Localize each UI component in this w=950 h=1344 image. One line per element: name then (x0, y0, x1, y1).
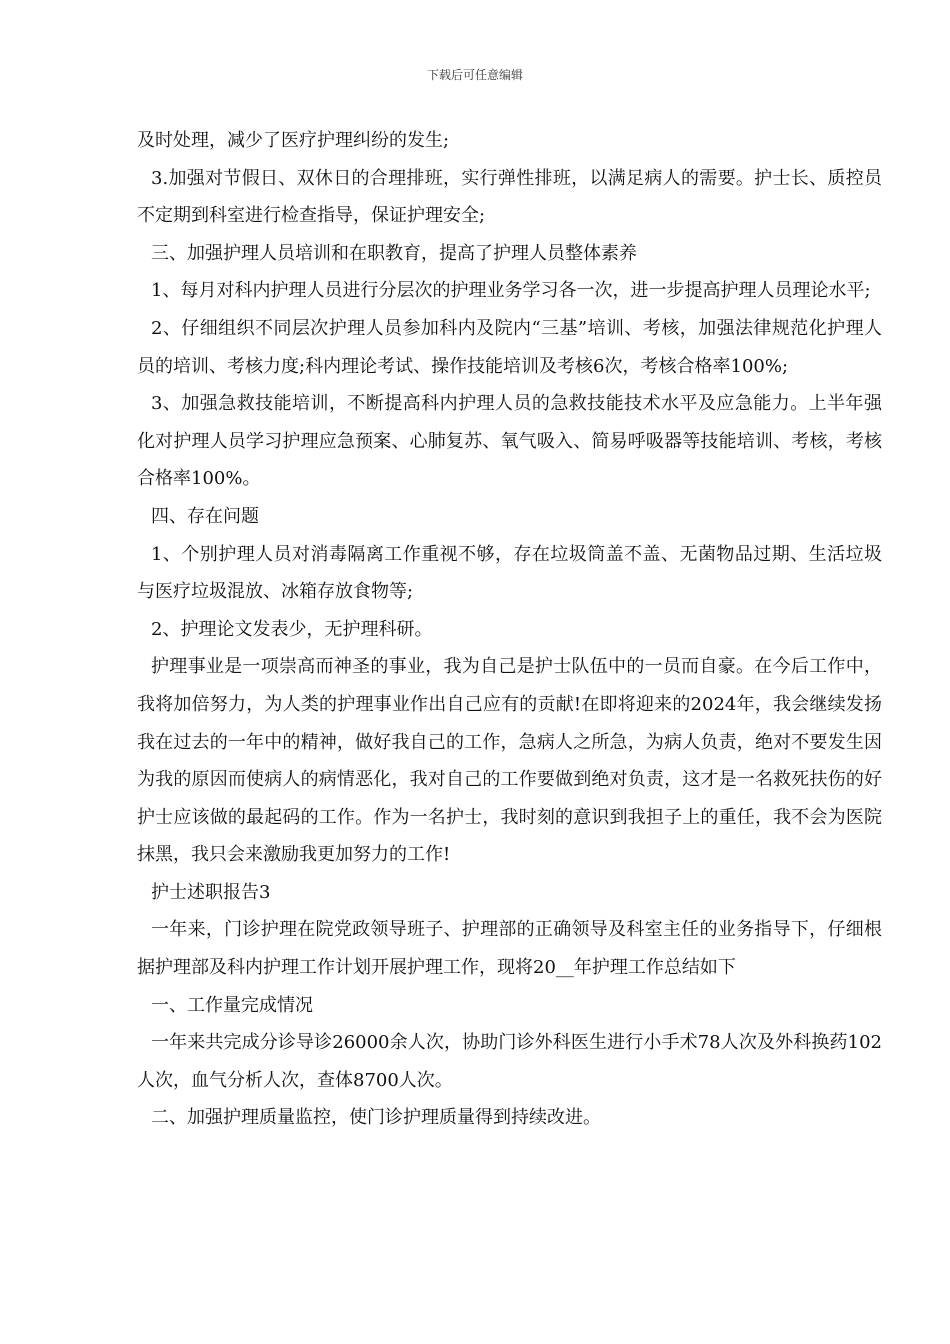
paragraph: 护理事业是一项崇高而神圣的事业，我为自己是护士队伍中的一员而自豪。在今后工作中，我将加倍努力，为人类的护理事业作出自己应有的贡献!在即将迎来的2024年，我会继续发扬我在过去的一年中的精神，做好我自己的工作，急病人之所急，为病人负责，绝对不要发生因为我的原因而使病人的病情恶化，我对自己的工作要做到绝对负责，这才是一名救死扶伤的好护士应该做的最起码的工作。作为一名护士，我时刻的意识到我担子上的重任，我不会为医院抹黑，我只会来激励我更加努力的工作! (137, 656, 882, 866)
section-heading: 四、存在问题 (151, 505, 259, 527)
paragraph: 2、仔细组织不同层次护理人员参加科内及院内“三基”培训、考核，加强法律规范化护理人员的培训、考核力度;科内理论考试、操作技能培训及考核6次，考核合格率100%; (137, 317, 882, 377)
paragraph: 1、个别护理人员对消毒隔离工作重视不够，存在垃圾筒盖不盖、无菌物品过期、生活垃圾与医疗垃圾混放、冰箱存放食物等; (137, 543, 882, 603)
paragraph: 2、护理论文发表少，无护理科研。 (151, 618, 433, 640)
report-title: 护士述职报告3 (151, 881, 271, 903)
paragraph: 一年来，门诊护理在院党政领导班子、护理部的正确领导及科室主任的业务指导下，仔细根据护理部及科内护理工作计划开展护理工作，现将20__年护理工作总结如下 (137, 919, 882, 979)
page-header: 下载后可任意编辑 (426, 68, 523, 82)
paragraph: 1、每月对科内护理人员进行分层次的护理业务学习各一次，进一步提高护理人员理论水平; (151, 280, 871, 302)
paragraph: 一年来共完成分诊导诊26000余人次，协助门诊外科医生进行小手术78人次及外科换药102人次，血气分析人次，查体8700人次。 (137, 1032, 882, 1091)
paragraph: 及时处理，减少了医疗护理纠纷的发生; (137, 130, 450, 151)
paragraph: 3.加强对节假日、双休日的合理排班，实行弹性排班，以满足病人的需要。护士长、质控员不定期到科室进行检查指导，保证护理安全; (137, 167, 882, 227)
section-heading: 三、加强护理人员培训和在职教育，提高了护理人员整体素养 (151, 242, 637, 264)
section-heading: 二、加强护理质量监控，使门诊护理质量得到持续改进。 (151, 1107, 601, 1129)
section-heading: 一、工作量完成情况 (151, 994, 313, 1016)
paragraph: 3、加强急救技能培训，不断提高科内护理人员的急救技能技术水平及应急能力。上半年强化对护理人员学习护理应急预案、心肺复苏、氧气吸入、简易呼吸器等技能培训、考核，考核合格率100%。 (137, 393, 882, 490)
document-body (137, 122, 882, 1137)
